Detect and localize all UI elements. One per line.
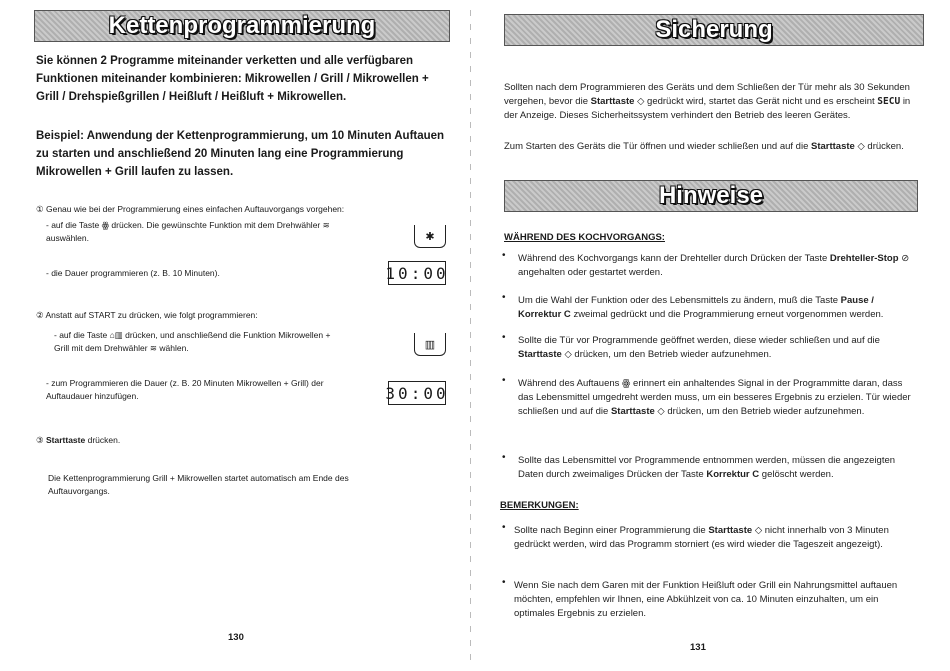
page-divider [470, 10, 471, 660]
step2-b: - zum Programmieren die Dauer (z. B. 20 Minuten Mikrowellen + Grill) der Auftaudauer hinzufügen. [46, 378, 324, 401]
step2-a: - auf die Taste ⌂▥ drücken, und anschließend die Funktion Mikrowellen + Grill mit dem Drehwähler ≋ wählen. [54, 330, 331, 353]
step2-intro: ② Anstatt auf START zu drücken, wie folgt programmieren: [36, 310, 258, 320]
bullet: • [502, 332, 506, 343]
sicherung-p1-b: gedrückt wird, startet das Gerät nicht und es erscheint [647, 96, 875, 107]
item-text: Während des Kochvorgangs kann der Drehteller durch Drücken der Taste [518, 253, 828, 264]
intro-paragraph: Sie können 2 Programme miteinander verketten und alle verfügbaren Funktionen miteinander kombinieren: Mikrowellen / Grill / Mikrowellen + Grill / Drehspießgrillen / Heißluft / Heißluft + Mikrowellen. [36, 55, 429, 103]
item-bold: Starttaste [708, 525, 753, 536]
step3-num: ③ [36, 435, 44, 445]
item-bold: Starttaste [518, 349, 562, 360]
heading-bemerkungen: BEMERKUNGEN: [500, 500, 579, 511]
right-page [478, 0, 950, 671]
banner1-title: Sicherung [655, 16, 773, 43]
item-text: ⊘ angehalten oder gestartet werden. [518, 253, 910, 278]
item-text: Während des Auftauens ꙮ erinnert ein anhaltendes Signal in der Programmitte daran, dass das Lebensmittel umgedreht werden muss, um ein besseres Ergebnis zu erzielen. Tür wieder schließen und auf die [518, 378, 911, 417]
hinweis-item-2 [518, 294, 916, 322]
display-10-00: 10:00 [388, 261, 446, 285]
secu-display: SECU [877, 96, 901, 107]
item-text: Wenn Sie nach dem Garen mit der Funktion Heißluft oder Grill ein Nahrungsmittel auftauen möchten, empfehlen wir Ihnen, eine Abkühlzeit von ca. 10 Minuten einzuhalten, um ein optimales Ergebnis zu erzielen. [514, 580, 898, 619]
sicherung-paragraph-2 [504, 140, 918, 154]
bullet: • [502, 577, 506, 588]
item-text: gelöscht werden. [761, 469, 834, 480]
start-key-icon: ◇ [857, 141, 865, 152]
sicherung-p2-a: Zum Starten des Geräts die Tür öffnen und wieder schließen und auf die [504, 141, 809, 152]
item-text: zweimal gedrückt und die Programmierung erneut vorgenommen werden. [573, 309, 884, 320]
bullet: • [502, 452, 506, 463]
starttaste-label: Starttaste [811, 141, 855, 152]
step1-intro: ① Genau wie bei der Programmierung eines einfachen Auftauvorgangs vorgehen: [36, 204, 345, 214]
sicherung-p1-a: Sollten nach dem Programmieren des Geräts und dem Schließen der Tür mehr als 30 Sekunden vergehen, bevor die [504, 82, 910, 107]
hinweise-banner [504, 180, 918, 212]
item-text: Sollte nach Beginn einer Programmierung die [514, 525, 706, 536]
bullet: • [502, 292, 506, 303]
heading-waehrend: WÄHREND DES KOCHVORGANGS: [504, 232, 665, 243]
kettenprogrammierung-banner [34, 10, 450, 42]
defrost-icon: ✱ [414, 225, 446, 248]
item-bold: Starttaste [610, 406, 655, 417]
grill-microwave-icon: ▥ [414, 333, 446, 356]
item-text: ◇ drücken, um den Betrieb wieder aufzunehmen. [657, 406, 865, 417]
starttaste-label: Starttaste [590, 96, 635, 107]
display-30-00: 30:00 [388, 381, 446, 405]
item-bold: Pause / Korrektur C [518, 295, 874, 320]
step3-bold: Starttaste [46, 435, 86, 445]
start-key-icon: ◇ [637, 96, 645, 107]
step1-a: - auf die Taste ꙮ drücken. Die gewünschte Funktion mit dem Drehwähler ≋ auswählen. [46, 220, 330, 243]
sicherung-p1-c: in der Anzeige. Dieses Sicherheitssystem verhindert den Betrieb des leeren Gerätes. [504, 96, 911, 121]
item-bold: Korrektur C [706, 469, 760, 480]
item-text: Sollte die Tür vor Programmende geöffnet werden, diese wieder schließen und auf die [518, 335, 880, 346]
item-text: Sollte das Lebensmittel vor Programmende entnommen werden, müssen die angezeigten Daten durch zweimaliges Drücken der Taste [518, 455, 896, 480]
item-text: ◇ nicht innerhalb von 3 Minuten gedrückt werden, wird das Programm storniert (es wird wieder die Tageszeit angezeigt). [514, 525, 889, 550]
hinweis-item-1 [518, 252, 916, 280]
left-page [0, 0, 470, 671]
banner-title: Kettenprogrammierung [108, 12, 376, 39]
bemerkung-item-2 [514, 579, 918, 621]
example-paragraph: Beispiel: Anwendung der Kettenprogrammierung, um 10 Minuten Auftauen zu starten und anschließend 20 Minuten lang eine Programmierung Mikrowellen + Grill laufen zu lassen. [36, 130, 445, 178]
page-number-right: 131 [690, 642, 706, 653]
sicherung-banner [504, 14, 924, 46]
bemerkung-item-1 [514, 524, 918, 552]
sicherung-paragraph-1 [504, 81, 918, 123]
sicherung-p2-b: drücken. [867, 141, 904, 152]
item-text: ◇ drücken, um den Betrieb wieder aufzunehmen. [564, 349, 772, 360]
bullet: • [502, 375, 506, 386]
page-number-left: 130 [228, 632, 244, 643]
bullet: • [502, 522, 506, 533]
closing-paragraph: Die Kettenprogrammierung Grill + Mikrowellen startet automatisch am Ende des Auftauvorgangs. [48, 473, 349, 496]
bullet: • [502, 250, 506, 261]
step3 [36, 434, 120, 447]
step3-rest: drücken. [87, 435, 121, 445]
hinweis-item-3 [518, 334, 916, 362]
item-text: Um die Wahl der Funktion oder des Lebensmittels zu ändern, muß die Taste [518, 295, 838, 306]
step1-b: - die Dauer programmieren (z. B. 10 Minuten). [46, 268, 220, 278]
hinweis-item-4 [518, 377, 916, 419]
banner2-title: Hinweise [658, 182, 764, 209]
hinweis-item-5 [518, 454, 916, 482]
item-bold: Drehteller-Stop [829, 253, 899, 264]
